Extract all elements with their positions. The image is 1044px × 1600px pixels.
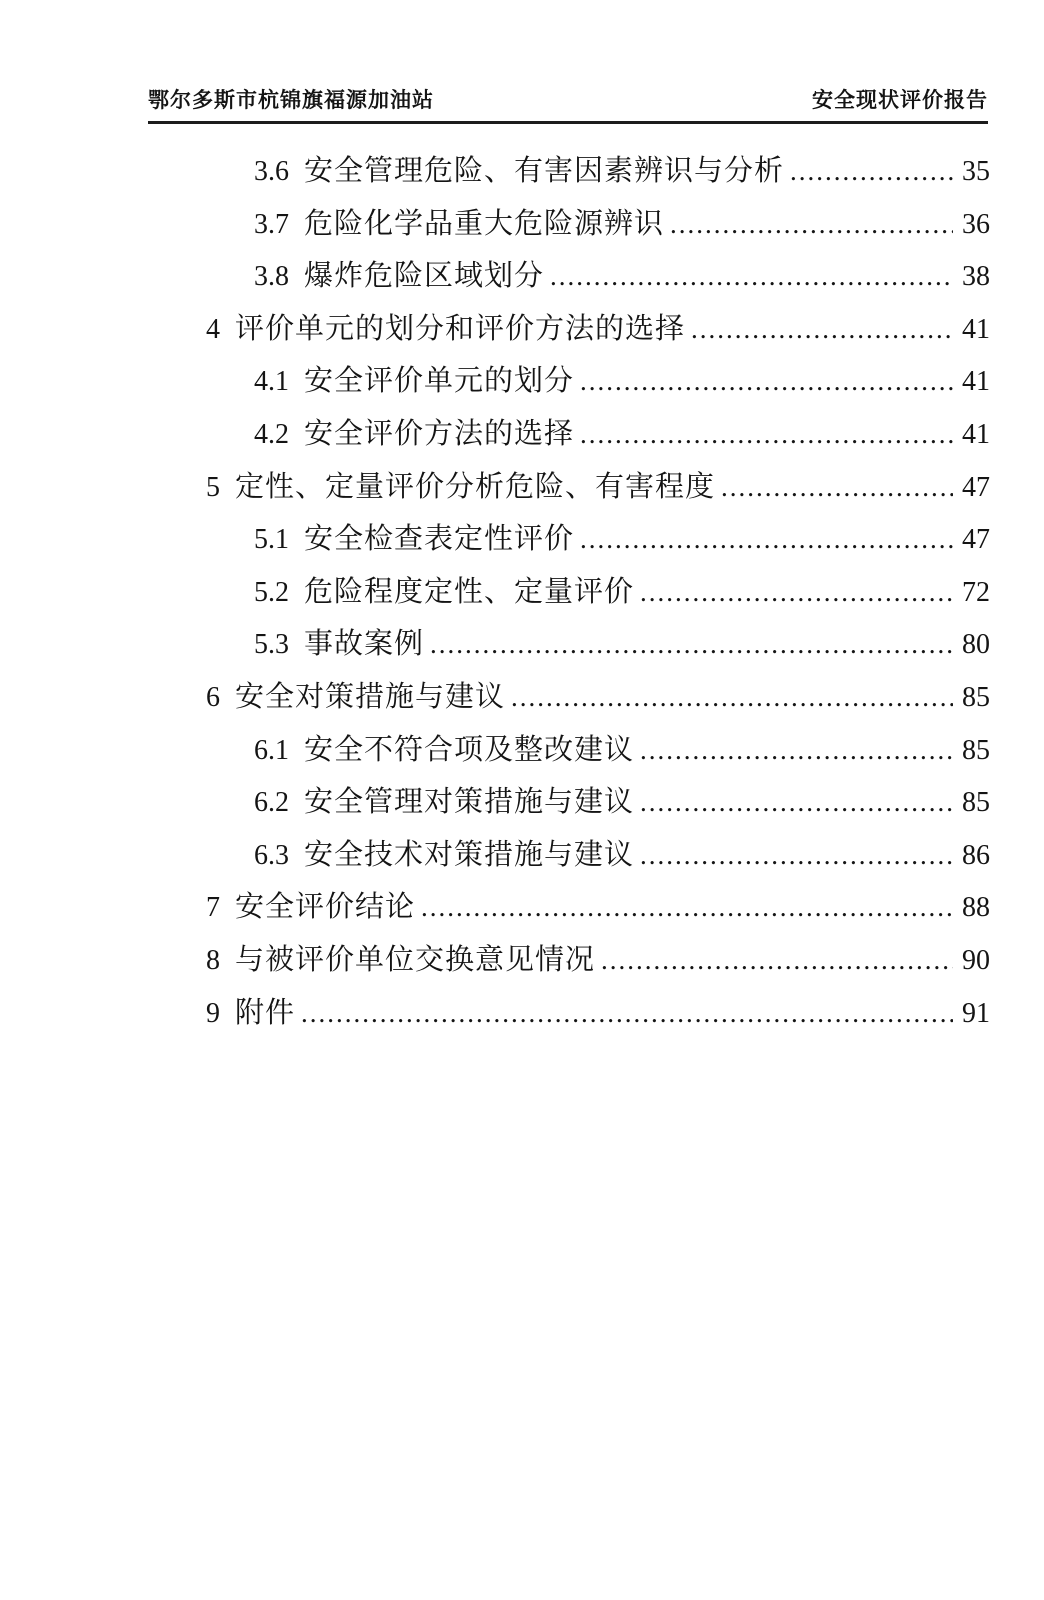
toc-entry-title: 安全管理对策措施与建议: [304, 786, 635, 819]
toc-entry-page: 38: [962, 261, 990, 293]
toc-entry-page: 86: [962, 839, 990, 871]
toc-entry-title: 危险化学品重大危险源辨识: [304, 207, 665, 240]
toc-entry-title: 安全管理危险、有害因素辨识与分析: [304, 155, 785, 187]
toc-dot-leader: [640, 724, 953, 777]
toc-entry-page: 85: [962, 734, 990, 766]
header-left-title: 鄂尔多斯市杭锦旗福源加油站: [148, 89, 434, 112]
toc-entry-page: 36: [962, 208, 990, 240]
toc-entry-title: 定性、定量评价分析危险、有害程度: [235, 470, 716, 503]
toc-entry-page: 41: [962, 418, 990, 450]
toc-entry-page: 41: [962, 313, 990, 345]
toc-entry-title: 附件: [235, 996, 296, 1029]
table-of-contents: [148, 145, 990, 1039]
toc-dot-leader: [601, 934, 953, 987]
toc-dot-leader: [790, 145, 953, 198]
toc-entry: [148, 566, 990, 619]
toc-dot-leader: [640, 829, 953, 882]
toc-entry-page: 47: [962, 471, 990, 503]
toc-entry: [148, 145, 990, 198]
toc-entry-title: 安全评价结论: [235, 891, 416, 924]
toc-entry: [148, 461, 990, 514]
toc-dot-leader: [550, 250, 953, 303]
toc-dot-leader: [640, 776, 953, 829]
running-header: [148, 84, 988, 124]
toc-entry-number: 5.2: [254, 576, 289, 608]
toc-entry-page: 72: [962, 576, 990, 608]
toc-entry-title: 评价单元的划分和评价方法的选择: [235, 312, 686, 345]
toc-entry-page: 85: [962, 787, 990, 819]
toc-entry: [148, 671, 990, 724]
toc-entry-title: 与被评价单位交换意见情况: [235, 943, 596, 976]
toc-entry-page: 35: [962, 156, 990, 187]
toc-entry-number: 5.3: [254, 629, 289, 661]
toc-entry-page: 90: [962, 944, 990, 976]
toc-entry: [148, 618, 990, 671]
toc-entry-number: 8: [206, 944, 220, 976]
toc-entry-title: 安全评价单元的划分: [304, 365, 575, 398]
toc-entry-title: 安全技术对策措施与建议: [304, 838, 635, 871]
toc-entry-title: 危险程度定性、定量评价: [304, 575, 635, 608]
toc-entry-number: 5.1: [254, 524, 289, 556]
toc-dot-leader: [421, 881, 953, 934]
toc-dot-leader: [580, 408, 953, 461]
toc-entry: [148, 303, 990, 356]
toc-entry-number: 9: [206, 997, 220, 1029]
toc-entry-page: 47: [962, 524, 990, 556]
toc-dot-leader: [580, 513, 953, 566]
toc-dot-leader: [580, 355, 953, 408]
toc-entry-number: 4: [206, 313, 220, 345]
toc-entry-title: 事故案例: [304, 628, 425, 661]
toc-dot-leader: [430, 618, 953, 671]
toc-entry-number: 6.1: [254, 734, 289, 766]
toc-dot-leader: [640, 566, 953, 619]
toc-entry: [148, 776, 990, 829]
toc-entry-title: 爆炸危险区域划分: [304, 260, 545, 293]
toc-entry-number: 7: [206, 892, 220, 924]
toc-entry-title: 安全对策措施与建议: [235, 680, 506, 713]
toc-entry-page: 80: [962, 629, 990, 661]
toc-entry-number: 6.2: [254, 787, 289, 819]
toc-dot-leader: [691, 303, 953, 356]
toc-entry: [148, 355, 990, 408]
toc-entry: [148, 198, 990, 251]
toc-entry-page: 91: [962, 997, 990, 1029]
header-right-title: 安全现状评价报告: [812, 89, 988, 112]
toc-entry-number: 4.1: [254, 366, 289, 398]
toc-entry: [148, 987, 990, 1040]
toc-entry-number: 6.3: [254, 839, 289, 871]
toc-entry: [148, 513, 990, 566]
toc-entry-number: 4.2: [254, 418, 289, 450]
toc-entry-number: 6: [206, 681, 220, 713]
toc-dot-leader: [511, 671, 953, 724]
toc-entry-title: 安全检查表定性评价: [304, 523, 575, 556]
toc-dot-leader: [301, 987, 953, 1040]
toc-entry-page: 85: [962, 681, 990, 713]
toc-dot-leader: [670, 198, 953, 251]
toc-entry-number: 3.6: [254, 156, 289, 187]
toc-entry: [148, 250, 990, 303]
toc-entry-title: 安全评价方法的选择: [304, 417, 575, 450]
toc-entry: [148, 881, 990, 934]
toc-entry-number: 5: [206, 471, 220, 503]
toc-entry: [148, 934, 990, 987]
toc-entry: [148, 829, 990, 882]
toc-entry-page: 41: [962, 366, 990, 398]
toc-entry-number: 3.7: [254, 208, 289, 240]
toc-entry-number: 3.8: [254, 261, 289, 293]
toc-entry-page: 88: [962, 892, 990, 924]
toc-entry: [148, 724, 990, 777]
toc-entry: [148, 408, 990, 461]
toc-entry-title: 安全不符合项及整改建议: [304, 733, 635, 766]
toc-dot-leader: [721, 461, 953, 514]
